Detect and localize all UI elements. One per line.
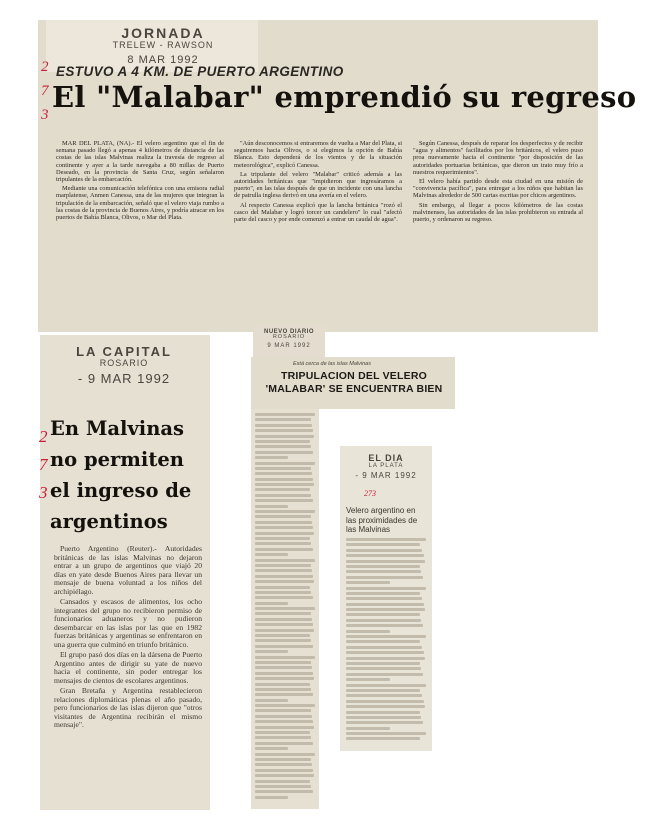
faded-text-line bbox=[346, 538, 426, 541]
nuevo-paper-name: NUEVO DIARIO bbox=[263, 329, 314, 335]
faded-text-line bbox=[346, 684, 426, 687]
faded-text-line bbox=[346, 565, 420, 568]
jornada-kicker: ESTUVO A 4 KM. DE PUERTO ARGENTINO bbox=[56, 64, 344, 79]
faded-text-line bbox=[255, 413, 315, 416]
faded-text-line bbox=[255, 612, 311, 615]
jornada-paragraph: MAR DEL PLATA, (NA).- El velero argentino que el fin de semana pasado llegó a apenas 4 kilómetros de distancia de las costas de las islas Malvinas realiza la travesía de regreso al continente y ayer a la tarde navegaba a 80 millas de Puerto Deseado, en la provincia de Santa Cruz, según señalaron tripulantes de la embarcación. bbox=[56, 140, 224, 184]
faded-text-line bbox=[346, 651, 424, 654]
nuevo-city: ROSARIO bbox=[272, 334, 306, 341]
faded-text-line bbox=[255, 510, 315, 513]
jornada-paragraph: Mediante una comunicación telefónica con una emisora radial marplatense, Anmen Canessa, una de las mujeres que integran la tripulación de la embarcación, señaló que el velero viaja rumbo a las costas de la provincia de Buenos Aires, y podría atracar en los puertos de Bahía Blanca, Olivos, o Mar del Plata. bbox=[56, 185, 224, 222]
nuevo-faded-text bbox=[255, 413, 315, 799]
faded-text-line bbox=[346, 737, 420, 740]
faded-text-line bbox=[346, 667, 421, 670]
faded-text-line bbox=[255, 532, 314, 535]
eldia-stamp bbox=[344, 454, 428, 480]
pen-mark: 3 bbox=[39, 483, 48, 502]
faded-text-line bbox=[255, 666, 312, 669]
jornada-paragraph: "Aún desconocemos si entraremos de vuelta a Mar del Plata, si seguiremos hacia Olivos, o si elegimos la opción de Bahía Blanca. Esto dependerá de los vientos y de la situación meteorológica", explicó Canessa. bbox=[234, 140, 402, 169]
faded-text-line bbox=[255, 526, 313, 529]
faded-text-line bbox=[346, 576, 423, 579]
eldia-clipping bbox=[340, 446, 432, 751]
capital-date: - 9 MAR 1992 bbox=[77, 371, 171, 387]
eldia-date: - 9 MAR 1992 bbox=[355, 470, 417, 480]
faded-text-line bbox=[255, 607, 315, 610]
nuevo-date: 9 MAR 1992 bbox=[267, 343, 311, 350]
faded-text-line bbox=[346, 619, 421, 622]
eldia-headline: Velero argentino en las proximidades de las Malvinas bbox=[346, 506, 418, 534]
faded-text-line bbox=[346, 716, 421, 719]
faded-text-line bbox=[255, 569, 312, 572]
pen-mark: 2 bbox=[39, 427, 48, 446]
faded-text-line bbox=[346, 624, 423, 627]
faded-text-line bbox=[346, 727, 390, 730]
capital-headline-line: el ingreso de bbox=[50, 479, 192, 502]
faded-text-line bbox=[255, 472, 312, 475]
faded-text-line bbox=[346, 554, 424, 557]
jornada-city: TRELEW - RAWSON bbox=[112, 39, 214, 50]
faded-text-line bbox=[255, 435, 314, 438]
faded-text-line bbox=[255, 548, 313, 551]
faded-text-line bbox=[346, 640, 420, 643]
faded-text-line bbox=[255, 564, 311, 567]
jornada-headline: El "Malabar" emprendió su regreso bbox=[52, 80, 637, 114]
pen-mark: 7 bbox=[41, 83, 49, 99]
faded-text-line bbox=[255, 559, 315, 562]
faded-text-line bbox=[346, 560, 425, 563]
faded-text-line bbox=[255, 726, 314, 729]
faded-text-line bbox=[255, 629, 314, 632]
faded-text-line bbox=[255, 731, 310, 734]
faded-text-line bbox=[346, 689, 420, 692]
capital-headline-line: argentinos bbox=[50, 510, 168, 533]
faded-text-line bbox=[346, 678, 390, 681]
faded-text-line bbox=[255, 494, 311, 497]
faded-text-line bbox=[255, 429, 313, 432]
jornada-paragraph: El velero había partido desde esta ciudad en una misión de "convivencia pacífica", para entregar a los niños que habitan las Malvinas alrededor de 500 cartas escritas por chicos argentinos. bbox=[413, 178, 583, 200]
faded-text-line bbox=[346, 592, 420, 595]
nuevo-headline bbox=[255, 370, 453, 396]
faded-text-line bbox=[255, 418, 311, 421]
capital-body bbox=[54, 545, 202, 732]
faded-text-line bbox=[346, 570, 421, 573]
eldia-faded-text bbox=[346, 538, 426, 743]
faded-text-line bbox=[255, 462, 315, 465]
jornada-paper-name: JORNADA bbox=[121, 25, 205, 41]
faded-text-line bbox=[255, 618, 312, 621]
faded-text-line bbox=[255, 488, 310, 491]
eldia-paper-name: EL DIA bbox=[368, 453, 404, 463]
faded-text-line bbox=[255, 769, 313, 772]
faded-text-line bbox=[346, 603, 424, 606]
faded-text-line bbox=[255, 424, 312, 427]
faded-text-line bbox=[255, 483, 314, 486]
nuevo-kicker: Está cerca de las islas Malvinas bbox=[293, 361, 371, 367]
faded-text-line bbox=[346, 662, 420, 665]
capital-paragraph: El grupo pasó dos días en la dársena de Puerto Argentino antes de dirigir su yate de nuevo hacia el continente, sin poder entregar los mensajes de cientos de escolares argentinos. bbox=[54, 650, 202, 685]
faded-text-line bbox=[255, 747, 288, 750]
jornada-stamp bbox=[88, 26, 238, 67]
jornada-column-2 bbox=[234, 140, 402, 225]
faded-text-line bbox=[346, 608, 425, 611]
jornada-date: 8 MAR 1992 bbox=[127, 54, 199, 67]
faded-text-line bbox=[255, 575, 313, 578]
faded-text-line bbox=[346, 549, 422, 552]
faded-text-line bbox=[346, 630, 390, 633]
faded-text-line bbox=[255, 553, 288, 556]
faded-text-line bbox=[255, 650, 288, 653]
faded-text-line bbox=[255, 715, 312, 718]
nuevo-headline-line: TRIPULACION DEL VELERO bbox=[281, 370, 427, 382]
faded-text-line bbox=[346, 597, 422, 600]
faded-text-line bbox=[255, 591, 311, 594]
faded-text-line bbox=[255, 736, 311, 739]
faded-text-line bbox=[346, 613, 420, 616]
faded-text-line bbox=[346, 587, 426, 590]
faded-text-line bbox=[346, 732, 426, 735]
faded-text-line bbox=[346, 635, 426, 638]
capital-paragraph: Puerto Argentino (Reuter).- Autoridades británicas de las islas Malvinas no dejaron entrar a un grupo de argentinos que viajó 20 días en yate desde Buenos Aires para llevar un mensaje de buena voluntad a los niños del archipiélago. bbox=[54, 544, 202, 596]
faded-text-line bbox=[255, 753, 315, 756]
faded-text-line bbox=[346, 657, 425, 660]
faded-text-line bbox=[255, 515, 311, 518]
faded-text-line bbox=[255, 709, 311, 712]
faded-text-line bbox=[255, 445, 311, 448]
capital-paragraph: Gran Bretaña y Argentina restablecieron relaciones diplomáticas plenas el año pasado, pero funcionarios de las islas dijeron que "otros visitantes de Argentina recibirán el mismo mensaje". bbox=[54, 686, 202, 729]
faded-text-line bbox=[255, 720, 313, 723]
faded-text-line bbox=[255, 586, 310, 589]
faded-text-line bbox=[255, 456, 288, 459]
faded-text-line bbox=[346, 646, 422, 649]
faded-text-line bbox=[255, 677, 314, 680]
faded-text-line bbox=[346, 700, 424, 703]
jornada-column-3 bbox=[413, 140, 583, 225]
faded-text-line bbox=[255, 790, 313, 793]
faded-text-line bbox=[255, 634, 310, 637]
faded-text-line bbox=[255, 704, 315, 707]
pen-mark: 7 bbox=[39, 455, 48, 474]
faded-text-line bbox=[255, 693, 313, 696]
faded-text-line bbox=[255, 763, 312, 766]
nuevo-headline-line: 'MALABAR' SE ENCUENTRA BIEN bbox=[265, 383, 443, 395]
capital-headline bbox=[50, 413, 208, 537]
faded-text-line bbox=[255, 499, 313, 502]
faded-text-line bbox=[346, 711, 420, 714]
pen-mark: 2 bbox=[41, 59, 49, 75]
faded-text-line bbox=[255, 478, 313, 481]
jornada-paragraph: Según Canessa, después de reparar los desperfectos y de recibir "agua y alimentos" facilitados por los británicos, el velero puso proa nuevamente hacia el continente "por disposición de las autoridades portuarias británicas, que dieron un trato muy frío a nuestros requerimientos". bbox=[413, 140, 583, 176]
faded-text-line bbox=[255, 537, 310, 540]
nuevo-stamp bbox=[257, 329, 321, 349]
pen-mark: 3 bbox=[41, 107, 49, 123]
capital-city: ROSARIO bbox=[99, 357, 149, 368]
faded-text-line bbox=[346, 694, 422, 697]
faded-text-line bbox=[255, 758, 311, 761]
faded-text-line bbox=[346, 705, 425, 708]
faded-text-line bbox=[346, 721, 423, 724]
jornada-clipping bbox=[38, 20, 637, 332]
pen-mark: 273 bbox=[364, 489, 376, 498]
faded-text-line bbox=[255, 742, 313, 745]
faded-text-line bbox=[255, 596, 313, 599]
capital-stamp bbox=[54, 345, 194, 386]
nuevo-body bbox=[251, 409, 319, 809]
faded-text-line bbox=[255, 580, 314, 583]
faded-text-line bbox=[255, 451, 313, 454]
jornada-paragraph: La tripulante del velero "Malabar" criticó además a las autoridades británicas que "impidieron que ingresáramos a puerto", en las islas después de que un incidente con una lancha de patrulla inglesa derivó en una avería en el velero. bbox=[234, 170, 402, 200]
faded-text-line bbox=[255, 661, 311, 664]
jornada-paragraph: Sin embargo, al llegar a pocos kilómetros de las costas malvinenses, las autoridades de las islas prohibieron su entrada al puerto, y ordenaron su regreso. bbox=[413, 201, 583, 224]
faded-text-line bbox=[255, 645, 313, 648]
capital-clipping bbox=[40, 335, 210, 810]
faded-text-line bbox=[255, 440, 310, 443]
jornada-paragraph: Al respecto Canessa explicó que la lancha británica "rozó el casco del Malabar y logró torcer un candelero" lo cual "afectó parte del casco y por ende comenzó a entrar un caudal de agua". bbox=[234, 201, 402, 224]
faded-text-line bbox=[255, 774, 314, 777]
faded-text-line bbox=[255, 656, 315, 659]
faded-text-line bbox=[346, 581, 390, 584]
faded-text-line bbox=[255, 467, 311, 470]
faded-text-line bbox=[255, 683, 310, 686]
faded-text-line bbox=[255, 542, 311, 545]
faded-text-line bbox=[255, 699, 288, 702]
capital-headline-line: no permiten bbox=[50, 448, 184, 471]
faded-text-line bbox=[255, 505, 288, 508]
faded-text-line bbox=[255, 796, 288, 799]
faded-text-line bbox=[255, 623, 313, 626]
faded-text-line bbox=[255, 521, 312, 524]
capital-headline-line: En Malvinas bbox=[50, 417, 184, 440]
capital-paragraph: Cansados y escasos de alimentos, los ocho integrantes del grupo no recibieron permiso de funcionarios aduaneros y no pudieron desembarcar en las islas por las que en 1982 fuerzas británicas y argentinas se enfrentaron en una guerra que culminó en triunfo británico. bbox=[54, 597, 202, 649]
faded-text-line bbox=[255, 639, 311, 642]
jornada-column-1 bbox=[56, 140, 224, 223]
eldia-city: LA PLATA bbox=[368, 463, 404, 470]
capital-paper-name: LA CAPITAL bbox=[76, 344, 172, 359]
faded-text-line bbox=[255, 780, 310, 783]
faded-text-line bbox=[346, 543, 420, 546]
faded-text-line bbox=[255, 785, 311, 788]
faded-text-line bbox=[346, 673, 423, 676]
faded-text-line bbox=[255, 602, 288, 605]
faded-text-line bbox=[255, 672, 313, 675]
faded-text-line bbox=[255, 688, 311, 691]
